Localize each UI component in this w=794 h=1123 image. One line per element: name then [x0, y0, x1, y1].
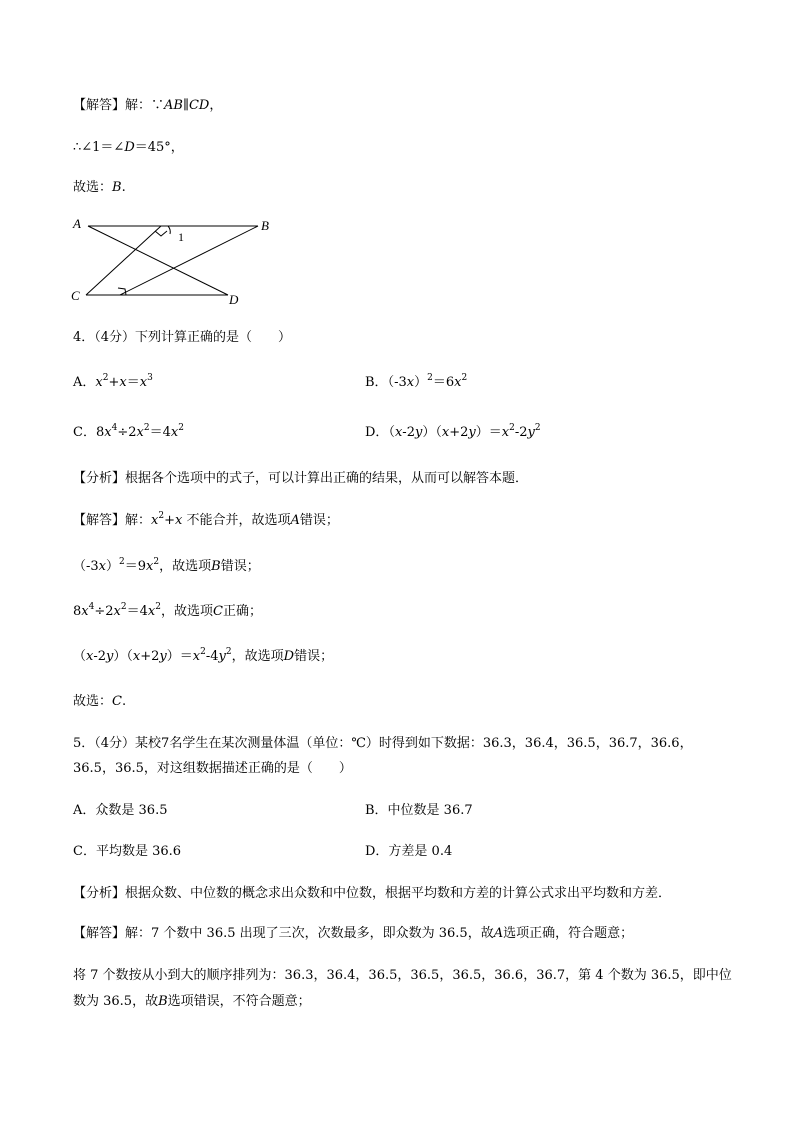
answer-var: B	[211, 559, 221, 574]
q5-option-a: A．众数是 36.5	[73, 803, 168, 818]
q5-stem-line1: 5．（4分）某校7名学生在某次测量体温（单位：℃）时得到如下数据：36.3，36.4，36.5，36.7，36.6，	[73, 736, 693, 751]
choice-label: 故选：	[73, 180, 113, 195]
q5-answer-line3	[73, 993, 311, 1011]
q3-answer-line1	[73, 97, 222, 115]
answer-end: 选项正确，符合题意；	[503, 926, 634, 941]
analysis-text: 根据众数、中位数的概念求出众数和中位数，根据平均数和方差的计算公式求出平均数和方差．	[125, 886, 672, 901]
q4-stem: 4．（4分）下列计算正确的是（ ）	[73, 330, 292, 345]
answer-text: 数为 36.5，故	[73, 994, 159, 1009]
q4-analysis	[73, 470, 528, 488]
option-label: A．	[73, 375, 96, 390]
label-angle-1: 1	[178, 230, 184, 244]
q4-option-d: D．$(x-2y)(x+2y)=x^2-2y^2$	[365, 423, 541, 440]
q5-analysis	[73, 885, 671, 903]
q3-answer-line2	[73, 139, 184, 157]
answer-end: 错误；	[220, 559, 260, 574]
q4-answer-line4: $(x-2y)(x+2y)=x^2-4y^2$，故选项D错误；	[73, 647, 334, 664]
answer-tag: 【解答】	[73, 98, 126, 113]
choice-letter: C	[112, 694, 122, 709]
choice-period: .	[121, 180, 126, 195]
option-label: B．	[365, 375, 388, 390]
line-AD	[88, 226, 228, 295]
answer-var: A	[493, 926, 504, 941]
label-C: C	[71, 288, 80, 303]
q3-angle-text: ∴∠1＝∠	[73, 140, 125, 155]
geometry-figure	[68, 212, 278, 311]
answer-var: A	[290, 513, 300, 528]
answer-end: 选项错误，不符合题意；	[167, 994, 311, 1009]
answer-var: C	[212, 604, 223, 619]
analysis-tag: 【分析】	[73, 886, 126, 901]
q5-answer-line2: 将 7 个数按从小到大的顺序排列为：36.3，36.4，36.5，36.5，36.5，36.6，36.7，第 4 个数为 36.5，即中位	[73, 968, 732, 983]
answer-var: B	[158, 994, 168, 1009]
q4-option-b: B．$(-3x)^2=6x^2$	[365, 373, 468, 390]
option-label: D．	[365, 425, 389, 440]
q5-answer-line1	[73, 925, 633, 943]
line-C-apex	[86, 226, 161, 295]
choice-label: 故选：	[73, 694, 113, 709]
line-B-foot	[120, 226, 258, 295]
analysis-tag: 【分析】	[73, 471, 126, 486]
label-B: B	[261, 218, 269, 233]
answer-text: 解：7 个数中 36.5 出现了三次，次数最多，即众数为 36.5，故	[125, 926, 494, 941]
q4-answer-line1: 【解答】解：$x^2+x$ 不能合并，故选项A错误；	[73, 511, 339, 528]
q5-option-c: C．平均数是 36.6	[73, 844, 182, 859]
choice-letter: B	[112, 180, 122, 195]
q5-stem-line2: 36.5，36.5，对这组数据描述正确的是（ ）	[73, 761, 352, 776]
answer-tag: 【解答】	[73, 926, 126, 941]
answer-var: D	[283, 649, 295, 664]
choice-period: .	[121, 694, 127, 709]
answer-text: 不能合并，故选项	[186, 513, 291, 528]
q3-choice	[73, 179, 126, 197]
label-A: A	[73, 216, 81, 231]
answer-end: 错误；	[299, 513, 339, 528]
q3-angle-value: ＝45°，	[134, 140, 184, 155]
q5-option-b: B．中位数是 36.7	[365, 803, 473, 818]
q3-angle-var: D	[124, 140, 135, 155]
angle-1-arc	[168, 226, 170, 234]
option-label: C．	[73, 425, 96, 440]
answer-text: ，故选项	[159, 559, 212, 574]
q4-answer-line3: $8x^4\div 2x^2=4x^2$，故选项C正确；	[73, 602, 262, 619]
q3-answer-punct: ，	[209, 98, 223, 113]
q3-answer-text: 解：∵	[125, 98, 165, 113]
q5-option-d: D．方差是 0.4	[365, 844, 453, 859]
right-angle-mark-top	[155, 231, 167, 236]
answer-tag: 【解答】	[73, 513, 126, 528]
answer-text: ，故选项	[160, 604, 213, 619]
q3-answer-math: AB∥CD	[164, 98, 210, 113]
answer-end: 正确；	[222, 604, 262, 619]
q4-option-c: C．$8x^4\div 2x^2=4x^2$	[73, 423, 184, 440]
q4-answer-line2: $(-3x)^2=9x^2$，故选项B错误；	[73, 557, 260, 574]
answer-end: 错误；	[294, 649, 334, 664]
answer-text: ，故选项	[231, 649, 284, 664]
q4-option-a: A．$x^2+x=x^3$	[73, 373, 153, 390]
label-D: D	[229, 292, 239, 307]
analysis-text: 根据各个选项中的式子，可以计算出正确的结果，从而可以解答本题．	[125, 471, 529, 486]
q4-choice	[73, 693, 126, 711]
